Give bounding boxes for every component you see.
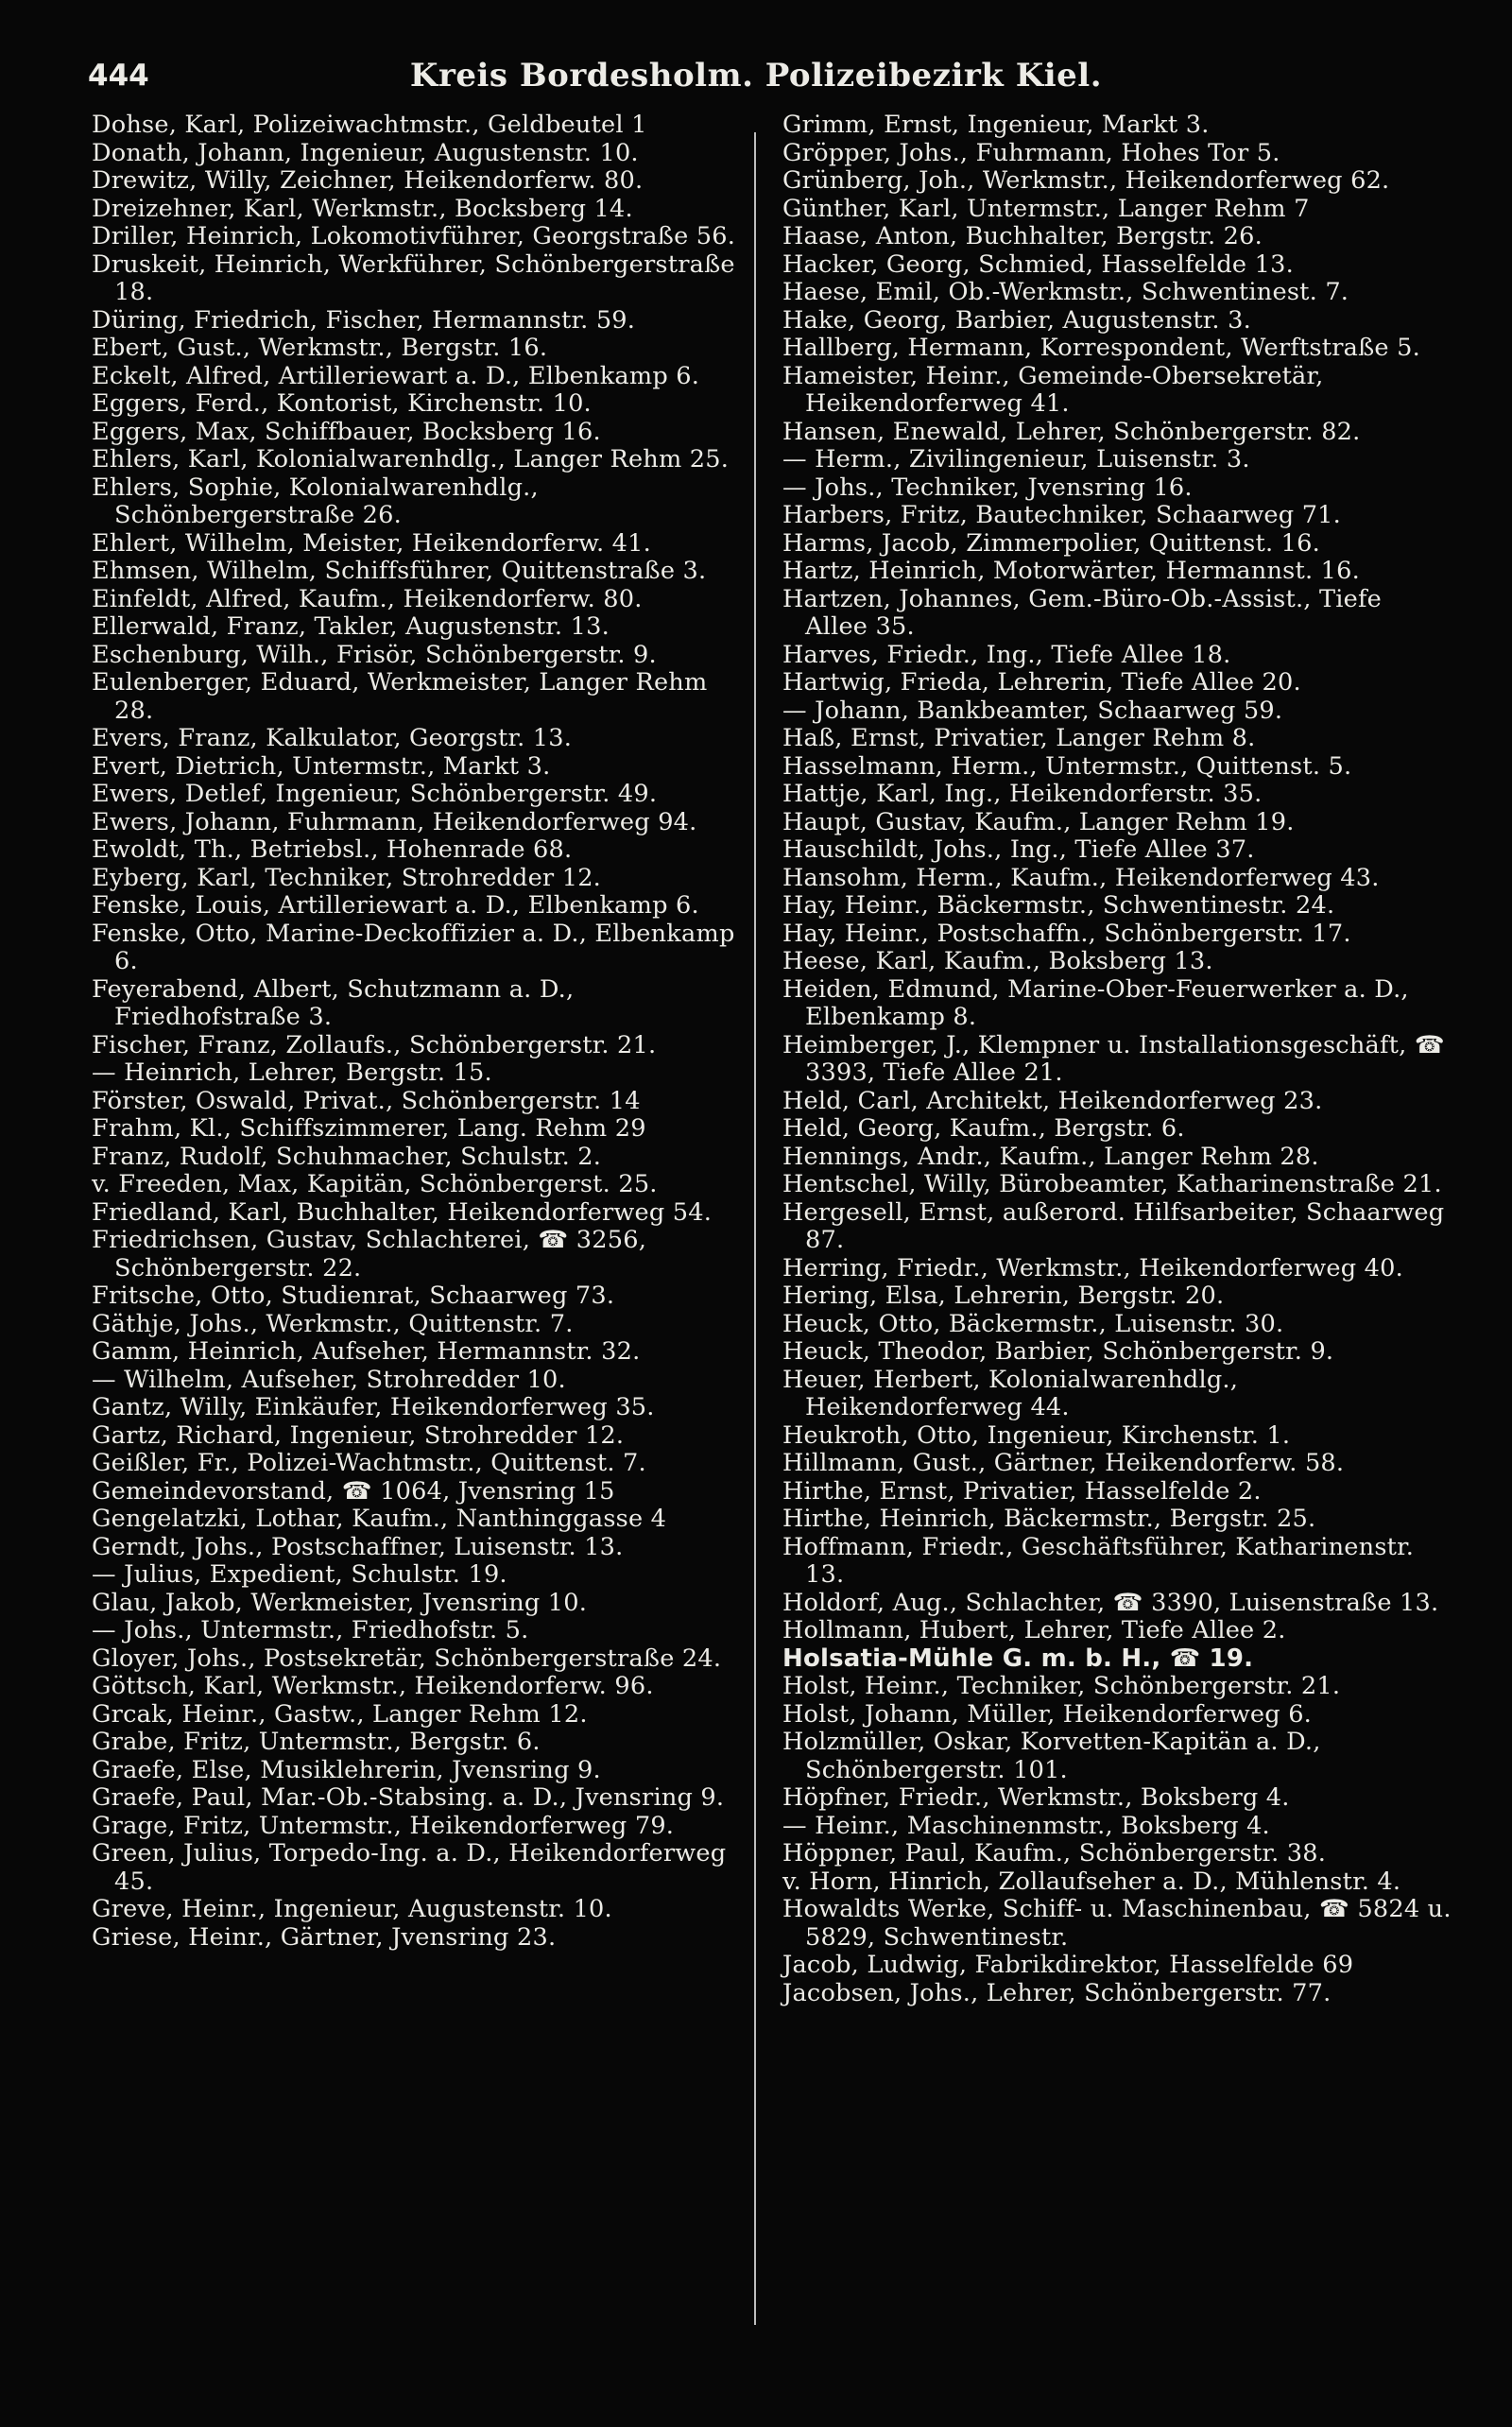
directory-entry: Hasselmann, Herm., Untermstr., Quittenst. 5.: [782, 751, 1352, 781]
directory-entry: Evers, Franz, Kalkulator, Georgstr. 13.: [92, 724, 573, 752]
directory-entry: Grabe, Fritz, Untermstr., Bergstr. 6.: [92, 1728, 541, 1756]
directory-entry: Dohse, Karl, Polizeiwachtmstr., Geldbeutel 1: [92, 111, 647, 139]
directory-entry: v. Freeden, Max, Kapitän, Schönbergerst. 25.: [92, 1170, 658, 1198]
directory-entry: Held, Georg, Kaufm., Bergstr. 6.: [782, 1114, 1185, 1143]
directory-entry: Haese, Emil, Ob.-Werkmstr., Schwentinest. 7.: [782, 278, 1349, 306]
directory-entry: Gerndt, Johs., Postschaffner, Luisenstr. 13.: [92, 1532, 624, 1561]
directory-entry: Hay, Heinr., Postschaffn., Schönbergerstr. 17.: [782, 919, 1351, 948]
directory-entry: Hentschel, Willy, Bürobeamter, Katharinenstraße 21.: [782, 1170, 1442, 1198]
directory-entry: Hirthe, Ernst, Privatier, Hasselfelde 2.: [782, 1476, 1262, 1506]
directory-entry: Ehmsen, Wilhelm, Schiffsführer, Quittenstraße 3.: [92, 557, 707, 585]
directory-entry: Ewers, Detlef, Ingenieur, Schönbergerstr. 49.: [92, 780, 658, 808]
directory-entry: Gengelatzki, Lothar, Kaufm., Nanthinggasse 4: [92, 1505, 667, 1533]
directory-entry: Hergesell, Ernst, außerord. Hilfsarbeiter, Schaarweg 87.: [782, 1197, 1445, 1254]
directory-entry: — Julius, Expedient, Schulstr. 19.: [92, 1560, 507, 1589]
directory-entry: Eyberg, Karl, Techniker, Strohredder 12.: [92, 863, 602, 892]
directory-entry: Heuck, Otto, Bäckermstr., Luisenstr. 30.: [782, 1309, 1284, 1338]
directory-entry: Heuck, Theodor, Barbier, Schönbergerstr. 9.: [782, 1337, 1334, 1366]
directory-entry: Gantz, Willy, Einkäufer, Heikendorferweg 35.: [92, 1393, 655, 1421]
directory-entry: Gamm, Heinrich, Aufseher, Hermannstr. 32.: [92, 1337, 641, 1366]
directory-entry: Hansohm, Herm., Kaufm., Heikendorferweg 43.: [782, 863, 1380, 892]
directory-entry: Ewers, Johann, Fuhrmann, Heikendorferweg 94.: [92, 807, 697, 836]
page-header: [71, 53, 1441, 110]
directory-entry: Gartz, Richard, Ingenieur, Strohredder 12.: [92, 1420, 625, 1450]
directory-entry: Heese, Karl, Kaufm., Boksberg 13.: [782, 947, 1213, 975]
directory-entry: — Johs., Techniker, Jvensring 16.: [782, 473, 1193, 502]
directory-entry: Heimberger, J., Klempner u. Installationsgeschäft, ☎ 3393, Tiefe Allee 21.: [782, 1030, 1445, 1087]
column-divider: [754, 132, 756, 2325]
directory-entry: Jacobsen, Johs., Lehrer, Schönbergerstr. 77.: [782, 1978, 1332, 2007]
directory-entry: Driller, Heinrich, Lokomotivführer, Georgstraße 56.: [92, 222, 736, 250]
directory-entry: Hering, Elsa, Lehrerin, Bergstr. 20.: [782, 1282, 1225, 1310]
directory-entry: Druskeit, Heinrich, Werkführer, Schönbergerstraße 18.: [92, 250, 735, 306]
directory-entry: Howaldts Werke, Schiff- u. Maschinenbau, ☎ 5824 u. 5829, Schwentinestr.: [782, 1895, 1452, 1952]
directory-entry: Hake, Georg, Barbier, Augustenstr. 3.: [782, 305, 1251, 335]
directory-entry: — Johann, Bankbeamter, Schaarweg 59.: [782, 696, 1283, 725]
directory-entry: Fischer, Franz, Zollaufs., Schönbergerstr. 21.: [92, 1030, 657, 1059]
directory-entry: Griese, Heinr., Gärtner, Jvensring 23.: [92, 1922, 557, 1952]
directory-entry: Hauschildt, Johs., Ing., Tiefe Allee 37.: [782, 835, 1255, 864]
directory-entry: Drewitz, Willy, Zeichner, Heikendorferw. 80.: [92, 166, 644, 195]
directory-entry: Eulenberger, Eduard, Werkmeister, Langer Rehm 28.: [92, 668, 708, 725]
directory-entry: Günther, Karl, Untermstr., Langer Rehm 7: [782, 194, 1310, 223]
directory-entry: Feyerabend, Albert, Schutzmann a. D., Friedhofstraße 3.: [92, 974, 575, 1031]
directory-entry: Herring, Friedr., Werkmstr., Heikendorferweg 40.: [782, 1253, 1403, 1282]
directory-entry: Hacker, Georg, Schmied, Hasselfelde 13.: [782, 250, 1294, 279]
directory-entry: Göttsch, Karl, Werkmstr., Heikendorferw. 96.: [92, 1672, 654, 1700]
directory-entry: Ellerwald, Franz, Takler, Augustenstr. 13.: [92, 612, 610, 641]
directory-entry: Geißler, Fr., Polizei-Wachtmstr., Quittenst. 7.: [92, 1449, 646, 1477]
directory-entry: Gemeindevorstand, ☎ 1064, Jvensring 15: [92, 1476, 615, 1506]
directory-entry: Glau, Jakob, Werkmeister, Jvensring 10.: [92, 1588, 588, 1617]
directory-entry: Gloyer, Johs., Postsekretär, Schönbergerstraße 24.: [92, 1644, 722, 1673]
directory-entry: Donath, Johann, Ingenieur, Augustenstr. 10.: [92, 138, 639, 167]
directory-entry: Ehlert, Wilhelm, Meister, Heikendorferw. 41.: [92, 528, 651, 558]
directory-entry: Gröpper, Johs., Fuhrmann, Hohes Tor 5.: [782, 138, 1280, 167]
directory-entry: — Heinrich, Lehrer, Bergstr. 15.: [92, 1059, 492, 1087]
directory-entry: Fritsche, Otto, Studienrat, Schaarweg 73.: [92, 1282, 615, 1310]
directory-entry: Fenske, Louis, Artilleriewart a. D., Elbenkamp 6.: [92, 891, 699, 920]
directory-entry: Hameister, Heinr., Gemeinde-Obersekretär, Heikendorferweg 41.: [782, 361, 1324, 418]
page-number: 444: [88, 59, 149, 93]
directory-entry: Ehlers, Karl, Kolonialwarenhdlg., Langer Rehm 25.: [92, 445, 730, 473]
directory-entry: Hansen, Enewald, Lehrer, Schönbergerstr. 82.: [782, 417, 1361, 446]
directory-entry: Einfeldt, Alfred, Kaufm., Heikendorferw. 80.: [92, 584, 643, 613]
directory-entry: Eggers, Ferd., Kontorist, Kirchenstr. 10.: [92, 389, 592, 418]
directory-entry: Ewoldt, Th., Betriebsl., Hohenrade 68.: [92, 835, 573, 864]
directory-entry: Höpfner, Friedr., Werkmstr., Boksberg 4.: [782, 1783, 1290, 1812]
directory-entry: Hartwig, Frieda, Lehrerin, Tiefe Allee 20.: [782, 668, 1301, 697]
directory-entry: Höppner, Paul, Kaufm., Schönbergerstr. 38.: [782, 1839, 1327, 1868]
directory-entry: Evert, Dietrich, Untermstr., Markt 3.: [92, 751, 551, 781]
directory-entry: Hoffmann, Friedr., Geschäftsführer, Katharinenstr. 13.: [782, 1532, 1415, 1589]
directory-entry: Eggers, Max, Schiffbauer, Bocksberg 16.: [92, 417, 601, 446]
directory-entry: Ehlers, Sophie, Kolonialwarenhdlg., Schönbergerstraße 26.: [92, 473, 539, 529]
directory-entry: Ebert, Gust., Werkmstr., Bergstr. 16.: [92, 334, 548, 362]
directory-entry: Eckelt, Alfred, Artilleriewart a. D., Elbenkamp 6.: [92, 361, 700, 390]
directory-entry: Graefe, Else, Musiklehrerin, Jvensring 9.: [92, 1755, 601, 1784]
directory-entry: Holsatia-Mühle G. m. b. H., ☎ 19.: [782, 1644, 1254, 1673]
directory-entry: — Herm., Zivilingenieur, Luisenstr. 3.: [782, 445, 1250, 473]
directory-entry: Friedrichsen, Gustav, Schlachterei, ☎ 3256, Schönbergerstr. 22.: [92, 1226, 647, 1282]
directory-entry: Harves, Friedr., Ing., Tiefe Allee 18.: [782, 640, 1231, 669]
directory-entry: Düring, Friedrich, Fischer, Hermannstr. 59.: [92, 305, 636, 335]
directory-entry: Eschenburg, Wilh., Frisör, Schönbergerstr. 9.: [92, 640, 657, 669]
directory-entry: Jacob, Ludwig, Fabrikdirektor, Hasselfelde 69: [782, 1951, 1354, 1979]
directory-entry: Hattje, Karl, Ing., Heikendorferstr. 35.: [782, 780, 1263, 808]
directory-entry: Hollmann, Hubert, Lehrer, Tiefe Allee 2.: [782, 1616, 1286, 1644]
right-column: [782, 112, 1452, 2007]
directory-entry: Hillmann, Gust., Gärtner, Heikendorferw. 58.: [782, 1449, 1345, 1477]
directory-entry: Hartz, Heinrich, Motorwärter, Hermannst. 16.: [782, 557, 1360, 585]
directory-entry: Grünberg, Joh., Werkmstr., Heikendorferweg 62.: [782, 166, 1390, 195]
directory-entry: Green, Julius, Torpedo-Ing. a. D., Heikendorferweg 45.: [92, 1839, 727, 1896]
directory-entry: Haupt, Gustav, Kaufm., Langer Rehm 19.: [782, 807, 1295, 836]
directory-entry: — Heinr., Maschinenmstr., Boksberg 4.: [782, 1811, 1270, 1840]
directory-entry: Graefe, Paul, Mar.-Ob.-Stabsing. a. D., Jvensring 9.: [92, 1783, 725, 1812]
directory-entry: Hay, Heinr., Bäckermstr., Schwentinestr. 24.: [782, 891, 1335, 920]
directory-entry: Hartzen, Johannes, Gem.-Büro-Ob.-Assist., Tiefe Allee 35.: [782, 584, 1382, 641]
directory-entry: Holst, Heinr., Techniker, Schönbergerstr. 21.: [782, 1672, 1341, 1700]
directory-entry: Heuer, Herbert, Kolonialwarenhdlg., Heikendorferweg 44.: [782, 1365, 1239, 1421]
directory-entry: Held, Carl, Architekt, Heikendorferweg 23.: [782, 1086, 1323, 1115]
directory-entry: Dreizehner, Karl, Werkmstr., Bocksberg 14.: [92, 194, 633, 223]
directory-entry: Haß, Ernst, Privatier, Langer Rehm 8.: [782, 724, 1256, 752]
directory-entry: — Johs., Untermstr., Friedhofstr. 5.: [92, 1616, 529, 1644]
directory-entry: Heiden, Edmund, Marine-Ober-Feuerwerker a. D., Elbenkamp 8.: [782, 974, 1409, 1031]
directory-entry: Harms, Jacob, Zimmerpolier, Quittenst. 16.: [782, 528, 1320, 558]
directory-entry: Heukroth, Otto, Ingenieur, Kirchenstr. 1.: [782, 1420, 1291, 1450]
directory-entry: Fenske, Otto, Marine-Deckoffizier a. D., Elbenkamp 6.: [92, 919, 735, 975]
directory-entry: Grage, Fritz, Untermstr., Heikendorferweg 79.: [92, 1811, 675, 1840]
directory-entry: Hennings, Andr., Kaufm., Langer Rehm 28.: [782, 1142, 1319, 1171]
directory-entry: Grcak, Heinr., Gastw., Langer Rehm 12.: [92, 1699, 588, 1729]
directory-entry: Holst, Johann, Müller, Heikendorferweg 6.: [782, 1699, 1313, 1729]
directory-entry: Grimm, Ernst, Ingenieur, Markt 3.: [782, 111, 1210, 139]
directory-entry: — Wilhelm, Aufseher, Strohredder 10.: [92, 1365, 566, 1394]
left-column: [92, 112, 753, 1952]
running-head: Kreis Bordesholm. Polizeibezirk Kiel.: [409, 57, 1103, 95]
directory-entry: Frahm, Kl., Schiffszimmerer, Lang. Rehm 29: [92, 1114, 646, 1143]
directory-entry: Harbers, Fritz, Bautechniker, Schaarweg 71.: [782, 501, 1341, 529]
directory-entry: Haase, Anton, Buchhalter, Bergstr. 26.: [782, 222, 1263, 250]
directory-entry: Hirthe, Heinrich, Bäckermstr., Bergstr. 25.: [782, 1505, 1316, 1533]
directory-entry: Förster, Oswald, Privat., Schönbergerstr. 14: [92, 1086, 641, 1115]
directory-entry: v. Horn, Hinrich, Zollaufseher a. D., Mühlenstr. 4.: [782, 1867, 1401, 1896]
directory-entry: Hallberg, Hermann, Korrespondent, Werftstraße 5.: [782, 334, 1420, 362]
directory-entry: Holzmüller, Oskar, Korvetten-Kapitän a. D., Schönbergerstr. 101.: [782, 1728, 1321, 1784]
directory-entry: Franz, Rudolf, Schuhmacher, Schulstr. 2.: [92, 1142, 602, 1171]
directory-entry: Holdorf, Aug., Schlachter, ☎ 3390, Luisenstraße 13.: [782, 1588, 1439, 1617]
directory-entry: Friedland, Karl, Buchhalter, Heikendorferweg 54.: [92, 1197, 713, 1227]
directory-entry: Gäthje, Johs., Werkmstr., Quittenstr. 7.: [92, 1309, 574, 1338]
directory-entry: Greve, Heinr., Ingenieur, Augustenstr. 10.: [92, 1895, 612, 1923]
